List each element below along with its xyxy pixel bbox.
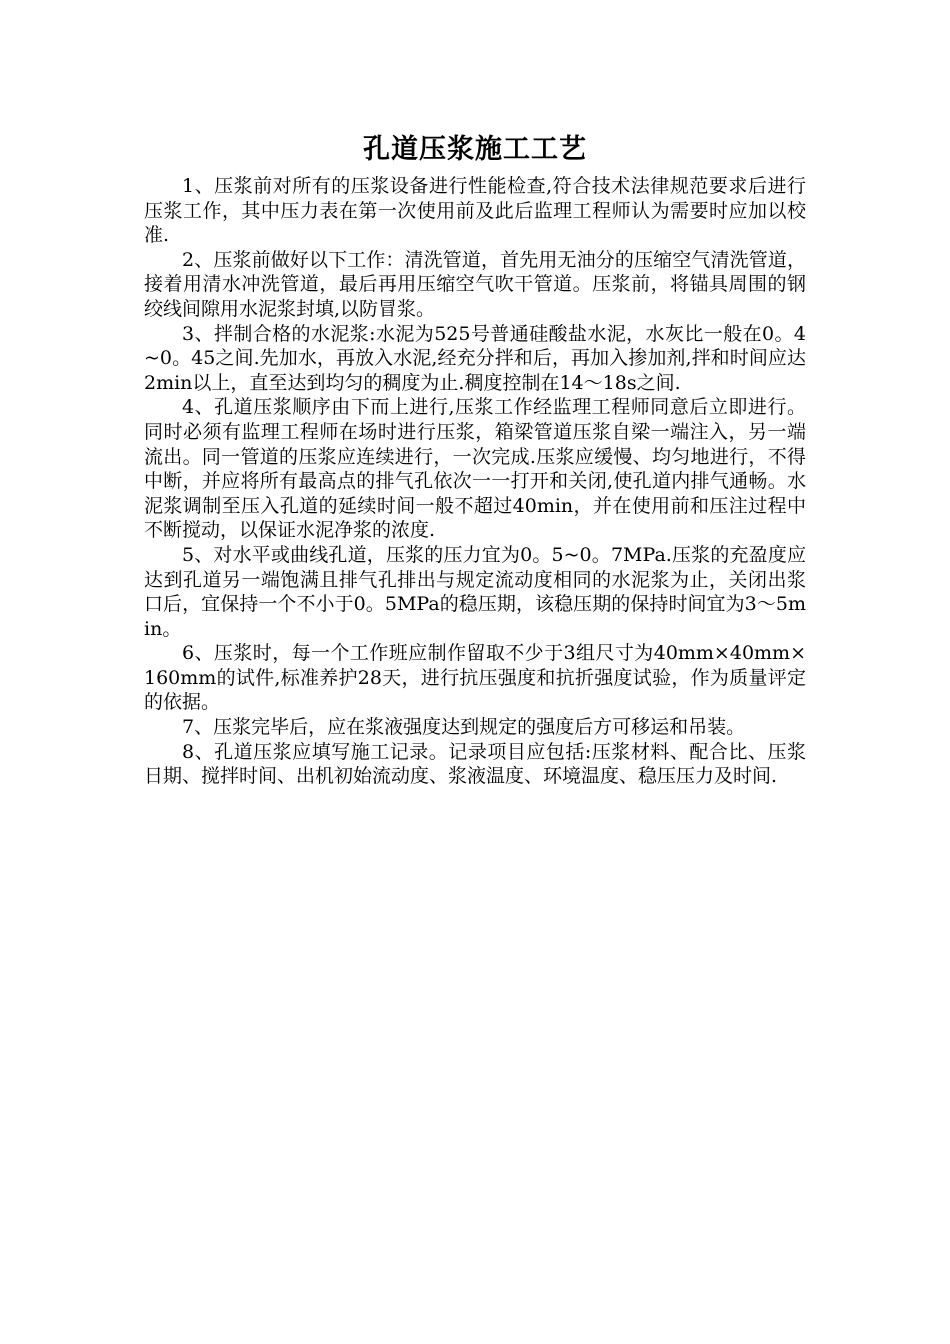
paragraph-7: 7、压浆完毕后，应在浆液强度达到规定的强度后方可移运和吊装。 — [182, 716, 746, 739]
document-page — [144, 130, 806, 789]
paragraph-3: 3、拌制合格的水泥浆:水泥为525号普通硅酸盐水泥，水灰比一般在0。4~0。45之间.先加水，再放入水泥,经充分拌和后，再加入掺加剂,拌和时间应达2min以上，直至达到均匀的稠度为止.稠度控制在14～18s之间. — [144, 322, 806, 394]
paragraph-1: 1、压浆前对所有的压浆设备进行性能检查,符合技术法律规范要求后进行压浆工作，其中压力表在第一次使用前及此后监理工程师认为需要时应加以校准. — [144, 175, 806, 247]
paragraph-6: 6、压浆时，每一个工作班应制作留取不少于3组尺寸为40mm×40mm×160mm的试件,标准养护28天，进行抗压强度和抗折强度试验，作为质量评定的依据。 — [144, 642, 806, 714]
document-title: 孔道压浆施工工艺 — [363, 134, 587, 165]
paragraph-4: 4、孔道压浆顺序由下而上进行,压浆工作经监理工程师同意后立即进行。同时必须有监理工程师在场时进行压浆，箱梁管道压浆自梁一端注入，另一端流出。同一管道的压浆应连续进行，一次完成.压浆应缓慢、均匀地进行，不得中断，并应将所有最高点的排气孔依次一一打开和关闭,使孔道内排气通畅。水泥浆调制至压入孔道的延续时间一般不超过40min，并在使用前和压注过程中不断搅动，以保证水泥净浆的浓度. — [144, 396, 806, 542]
paragraph-2: 2、压浆前做好以下工作：清洗管道，首先用无油分的压缩空气清洗管道，接着用清水冲洗管道，最后再用压缩空气吹干管道。压浆前，将锚具周围的钢绞线间隙用水泥浆封填,以防冒浆。 — [144, 248, 806, 320]
paragraph-5: 5、对水平或曲线孔道，压浆的压力宜为0。5~0。7MPa.压浆的充盈度应达到孔道另一端饱满且排气孔排出与规定流动度相同的水泥浆为止，关闭出浆口后，宜保持一个不小于0。5MPa的稳压期，该稳压期的保持时间宜为3～5min。 — [144, 543, 806, 640]
paragraph-8: 8、孔道压浆应填写施工记录。记录项目应包括:压浆材料、配合比、压浆日期、搅拌时间、出机初始流动度、浆液温度、环境温度、稳压压力及时间. — [144, 740, 806, 788]
